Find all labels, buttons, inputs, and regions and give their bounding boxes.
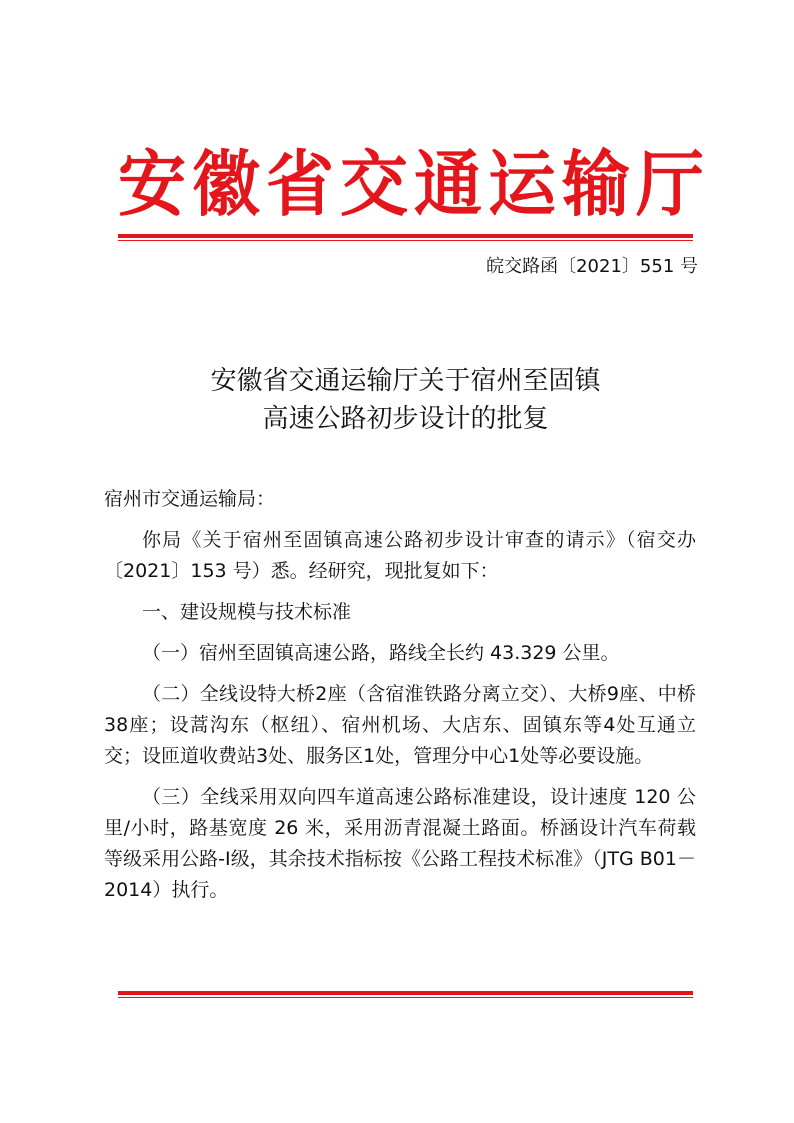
- section-heading: 一、建设规模与技术标准: [142, 601, 352, 623]
- document-body: [104, 484, 696, 906]
- header-red-rule-thick: [118, 234, 693, 238]
- body-paragraph: 你局《关于宿州至固镇高速公路初步设计审查的请示》（宿交办〔2021〕153 号）悉。经研究，现批复如下：: [104, 529, 696, 582]
- document-title-line-2: 高速公路初步设计的批复: [262, 404, 549, 434]
- header-red-rule-thin: [118, 240, 693, 241]
- agency-header-title: 安徽省交通运输厅: [118, 143, 711, 227]
- body-paragraph: （一）宿州至固镇高速公路，路线全长约 43.329 公里。: [142, 642, 620, 664]
- document-number: 皖交路函〔2021〕551 号: [486, 256, 698, 277]
- footer-red-rule-thin: [118, 997, 693, 998]
- addressee: 宿州市交通运输局：: [104, 488, 276, 510]
- body-paragraph: （二）全线设特大桥2座（含宿淮铁路分离立交）、大桥9座、中桥38座；设蒿沟东（枢纽）、宿州机场、大店东、固镇东等4处互通立交；设匝道收费站3处、服务区1处，管理分中心1处等必要设施。: [104, 683, 696, 767]
- body-paragraph: （三）全线采用双向四车道高速公路标准建设，设计速度 120 公里/小时，路基宽度 26 米，采用沥青混凝土路面。桥涵设计汽车荷载等级采用公路-Ⅰ级，其余技术指标按《公路工程技术标准》（JTG B01－2014）执行。: [104, 786, 696, 901]
- footer-red-rule-thick: [118, 991, 693, 995]
- document-title-line-1: 安徽省交通运输厅关于宿州至固镇: [210, 366, 601, 396]
